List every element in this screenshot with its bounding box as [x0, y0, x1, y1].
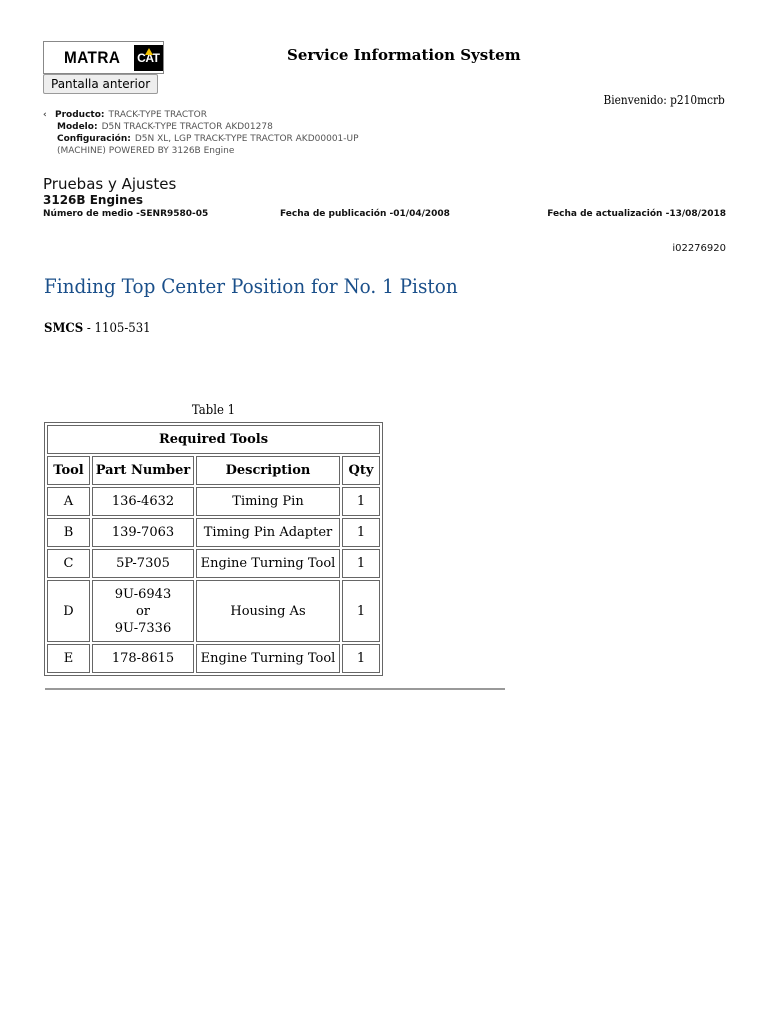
column-header-tool: Tool	[47, 456, 90, 485]
description-cell: Timing Pin	[196, 487, 340, 516]
horizontal-divider	[45, 688, 505, 690]
column-header-part-number: Part Number	[92, 456, 194, 485]
tool-cell: B	[47, 518, 90, 547]
column-header-qty: Qty	[342, 456, 380, 485]
part-number-cell: 178-8615	[92, 644, 194, 673]
description-cell: Engine Turning Tool	[196, 549, 340, 578]
config-label: Configuración:	[57, 134, 131, 144]
qty-cell: 1	[342, 644, 380, 673]
part-number-line: 9U-6943	[114, 586, 172, 602]
model-label: Modelo:	[57, 122, 98, 132]
description-cell: Engine Turning Tool	[196, 644, 340, 673]
required-tools-table	[44, 422, 383, 676]
tool-cell: E	[47, 644, 90, 673]
update-date: Fecha de actualización -13/08/2018	[547, 209, 726, 219]
tool-cell: D	[47, 580, 90, 642]
part-number-line: 9U-7336	[114, 620, 172, 636]
product-label: Producto:	[55, 110, 105, 120]
engine-title: 3126B Engines	[43, 193, 143, 207]
qty-cell: 1	[342, 580, 380, 642]
part-number-cell	[92, 580, 194, 642]
product-value: TRACK-TYPE TRACTOR	[108, 110, 208, 120]
part-number-cell: 136-4632	[92, 487, 194, 516]
back-button[interactable]: Pantalla anterior	[43, 74, 158, 94]
tool-cell: C	[47, 549, 90, 578]
chevron-left-icon[interactable]: ‹	[43, 110, 47, 120]
matra-cat-logo	[43, 41, 164, 74]
product-info	[43, 109, 359, 157]
logo-text: MATRA	[64, 47, 121, 67]
smcs-label: SMCS	[44, 321, 84, 336]
table-row	[47, 644, 380, 673]
welcome-text: Bienvenido: p210mcrb	[603, 93, 725, 107]
document-id: i02276920	[672, 243, 726, 254]
tool-cell: A	[47, 487, 90, 516]
system-title: Service Information System	[287, 46, 521, 64]
part-number-cell: 5P-7305	[92, 549, 194, 578]
media-number: Número de medio -SENR9580-05	[43, 209, 209, 219]
config-value: D5N XL, LGP TRACK-TYPE TRACTOR AKD00001-UP	[134, 134, 359, 144]
page-title: Finding Top Center Position for No. 1 Piston	[44, 274, 458, 298]
part-number-cell: 139-7063	[92, 518, 194, 547]
table-heading: Required Tools	[47, 425, 380, 454]
cat-triangle-icon	[145, 48, 153, 55]
cat-logo-icon	[134, 45, 163, 71]
smcs-value: - 1105-531	[83, 321, 151, 336]
publication-date: Fecha de publicación -01/04/2008	[280, 209, 450, 219]
model-value: D5N TRACK-TYPE TRACTOR AKD01278	[101, 122, 273, 132]
column-header-description: Description	[196, 456, 340, 485]
part-number-or: or	[135, 603, 151, 619]
smcs-line	[44, 321, 151, 336]
config-value-2: (MACHINE) POWERED BY 3126B Engine	[57, 146, 235, 156]
table-row	[47, 549, 380, 578]
description-cell: Timing Pin Adapter	[196, 518, 340, 547]
table-row	[47, 518, 380, 547]
qty-cell: 1	[342, 487, 380, 516]
table-row	[47, 487, 380, 516]
qty-cell: 1	[342, 518, 380, 547]
qty-cell: 1	[342, 549, 380, 578]
table-row	[47, 580, 380, 642]
logo-badge-text: CAT	[137, 50, 160, 65]
section-title: Pruebas y Ajustes	[43, 175, 177, 193]
description-cell: Housing As	[196, 580, 340, 642]
table-caption: Table 1	[191, 403, 236, 418]
